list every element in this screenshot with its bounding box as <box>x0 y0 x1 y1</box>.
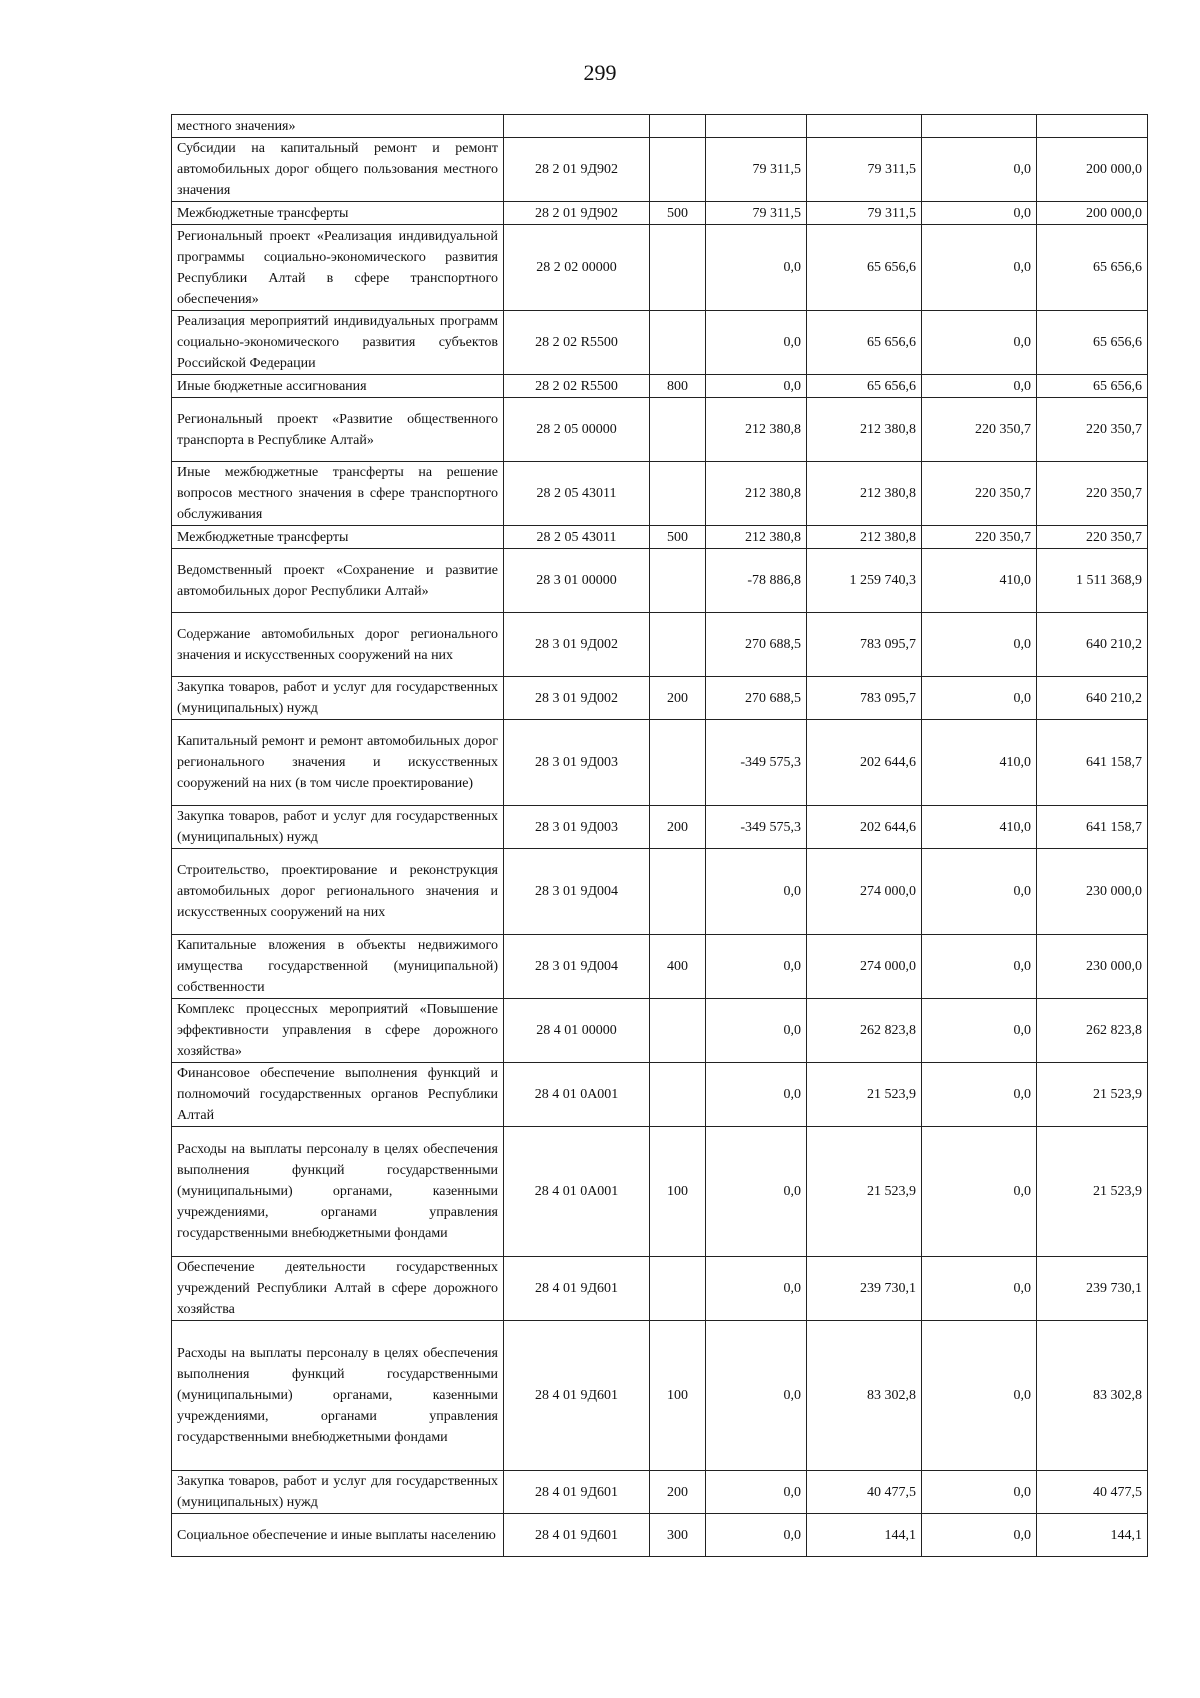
table-row <box>172 849 1148 935</box>
amount-1-cell: -349 575,3 <box>706 806 807 849</box>
expense-type-cell <box>650 311 706 375</box>
target-code-cell: 28 2 01 9Д902 <box>504 138 650 202</box>
amount-2-cell: 144,1 <box>807 1514 922 1557</box>
amount-2-cell: 40 477,5 <box>807 1471 922 1514</box>
amount-3-cell: 0,0 <box>922 1514 1037 1557</box>
target-code-cell: 28 2 05 43011 <box>504 526 650 549</box>
target-code-cell: 28 4 01 9Д601 <box>504 1514 650 1557</box>
table-row <box>172 1321 1148 1471</box>
amount-3-cell: 0,0 <box>922 1063 1037 1127</box>
amount-2-cell: 212 380,8 <box>807 398 922 462</box>
amount-1-cell: 212 380,8 <box>706 526 807 549</box>
amount-4-cell: 220 350,7 <box>1037 462 1148 526</box>
amount-3-cell: 410,0 <box>922 806 1037 849</box>
amount-1-cell: 0,0 <box>706 1127 807 1257</box>
table-row <box>172 138 1148 202</box>
table-row <box>172 1471 1148 1514</box>
amount-1-cell: 79 311,5 <box>706 202 807 225</box>
amount-2-cell: 212 380,8 <box>807 462 922 526</box>
amount-4-cell: 21 523,9 <box>1037 1063 1148 1127</box>
amount-4-cell: 83 302,8 <box>1037 1321 1148 1471</box>
item-name-cell: Содержание автомобильных дорог регионального значения и искусственных сооружений на них <box>172 613 504 677</box>
amount-4-cell: 200 000,0 <box>1037 202 1148 225</box>
amount-3-cell: 0,0 <box>922 677 1037 720</box>
amount-2-cell: 212 380,8 <box>807 526 922 549</box>
expense-type-cell <box>650 720 706 806</box>
amount-3-cell: 220 350,7 <box>922 462 1037 526</box>
target-code-cell: 28 2 05 00000 <box>504 398 650 462</box>
table-row <box>172 677 1148 720</box>
amount-3-cell: 0,0 <box>922 375 1037 398</box>
item-name-cell: Капитальный ремонт и ремонт автомобильных дорог регионального значения и искусственных сооружений на них (в том числе проектирование) <box>172 720 504 806</box>
item-name-cell: Финансовое обеспечение выполнения функций и полномочий государственных органов Республики Алтай <box>172 1063 504 1127</box>
amount-1-cell: 79 311,5 <box>706 138 807 202</box>
expense-type-cell <box>650 999 706 1063</box>
amount-2-cell: 65 656,6 <box>807 225 922 311</box>
amount-2-cell: 83 302,8 <box>807 1321 922 1471</box>
amount-1-cell: 0,0 <box>706 1063 807 1127</box>
amount-1-cell: -349 575,3 <box>706 720 807 806</box>
expense-type-cell: 100 <box>650 1321 706 1471</box>
table-row <box>172 115 1148 138</box>
table-row <box>172 398 1148 462</box>
item-name-cell: Обеспечение деятельности государственных учреждений Республики Алтай в сфере дорожного хозяйства <box>172 1257 504 1321</box>
amount-1-cell: 0,0 <box>706 225 807 311</box>
amount-3-cell: 220 350,7 <box>922 398 1037 462</box>
target-code-cell: 28 4 01 0А001 <box>504 1127 650 1257</box>
table-row <box>172 225 1148 311</box>
amount-3-cell: 220 350,7 <box>922 526 1037 549</box>
amount-2-cell: 783 095,7 <box>807 613 922 677</box>
amount-3-cell <box>922 115 1037 138</box>
target-code-cell: 28 4 01 9Д601 <box>504 1321 650 1471</box>
expense-type-cell <box>650 225 706 311</box>
expense-type-cell: 500 <box>650 526 706 549</box>
target-code-cell: 28 4 01 9Д601 <box>504 1257 650 1321</box>
amount-1-cell: -78 886,8 <box>706 549 807 613</box>
amount-1-cell: 0,0 <box>706 935 807 999</box>
table-row <box>172 720 1148 806</box>
amount-3-cell: 0,0 <box>922 1127 1037 1257</box>
amount-3-cell: 410,0 <box>922 720 1037 806</box>
target-code-cell: 28 3 01 00000 <box>504 549 650 613</box>
amount-2-cell: 274 000,0 <box>807 849 922 935</box>
expense-type-cell: 500 <box>650 202 706 225</box>
amount-3-cell: 0,0 <box>922 138 1037 202</box>
amount-4-cell: 230 000,0 <box>1037 935 1148 999</box>
amount-3-cell: 0,0 <box>922 1321 1037 1471</box>
amount-3-cell: 0,0 <box>922 1257 1037 1321</box>
item-name-cell: Расходы на выплаты персоналу в целях обеспечения выполнения функций государственными (муниципальными) органами, казенными учреждениями, органами управления государственными внебюджетными фондами <box>172 1321 504 1471</box>
amount-1-cell: 0,0 <box>706 375 807 398</box>
table-row <box>172 462 1148 526</box>
item-name-cell: Иные межбюджетные трансферты на решение вопросов местного значения в сфере транспортного обслуживания <box>172 462 504 526</box>
amount-1-cell: 270 688,5 <box>706 613 807 677</box>
item-name-cell: Межбюджетные трансферты <box>172 526 504 549</box>
table-row <box>172 549 1148 613</box>
target-code-cell: 28 3 01 9Д002 <box>504 677 650 720</box>
item-name-cell: Капитальные вложения в объекты недвижимого имущества государственной (муниципальной) собственности <box>172 935 504 999</box>
table-row <box>172 1063 1148 1127</box>
expense-type-cell: 400 <box>650 935 706 999</box>
item-name-cell: Региональный проект «Реализация индивидуальной программы социально-экономического развития Республики Алтай в сфере транспортного обеспечения» <box>172 225 504 311</box>
expense-type-cell <box>650 115 706 138</box>
amount-2-cell: 202 644,6 <box>807 806 922 849</box>
item-name-cell: Ведомственный проект «Сохранение и развитие автомобильных дорог Республики Алтай» <box>172 549 504 613</box>
item-name-cell: Субсидии на капитальный ремонт и ремонт автомобильных дорог общего пользования местного значения <box>172 138 504 202</box>
item-name-cell: Комплекс процессных мероприятий «Повышение эффективности управления в сфере дорожного хозяйства» <box>172 999 504 1063</box>
budget-table <box>171 114 1148 1557</box>
amount-2-cell: 65 656,6 <box>807 375 922 398</box>
target-code-cell: 28 3 01 9Д002 <box>504 613 650 677</box>
target-code-cell: 28 3 01 9Д004 <box>504 935 650 999</box>
amount-3-cell: 0,0 <box>922 849 1037 935</box>
item-name-cell: Иные бюджетные ассигнования <box>172 375 504 398</box>
amount-4-cell: 641 158,7 <box>1037 806 1148 849</box>
amount-4-cell: 641 158,7 <box>1037 720 1148 806</box>
amount-2-cell <box>807 115 922 138</box>
amount-4-cell: 230 000,0 <box>1037 849 1148 935</box>
amount-3-cell: 410,0 <box>922 549 1037 613</box>
expense-type-cell <box>650 613 706 677</box>
amount-2-cell: 1 259 740,3 <box>807 549 922 613</box>
amount-2-cell: 202 644,6 <box>807 720 922 806</box>
item-name-cell: Закупка товаров, работ и услуг для государственных (муниципальных) нужд <box>172 806 504 849</box>
target-code-cell: 28 3 01 9Д004 <box>504 849 650 935</box>
amount-3-cell: 0,0 <box>922 935 1037 999</box>
amount-4-cell: 220 350,7 <box>1037 526 1148 549</box>
expense-type-cell <box>650 138 706 202</box>
item-name-cell: Региональный проект «Развитие общественного транспорта в Республике Алтай» <box>172 398 504 462</box>
expense-type-cell: 200 <box>650 677 706 720</box>
target-code-cell: 28 2 02 00000 <box>504 225 650 311</box>
table-row <box>172 806 1148 849</box>
table-row <box>172 999 1148 1063</box>
table-row <box>172 375 1148 398</box>
item-name-cell: Закупка товаров, работ и услуг для государственных (муниципальных) нужд <box>172 1471 504 1514</box>
amount-4-cell: 21 523,9 <box>1037 1127 1148 1257</box>
item-name-cell: Социальное обеспечение и иные выплаты населению <box>172 1514 504 1557</box>
amount-1-cell: 0,0 <box>706 311 807 375</box>
table-row <box>172 1127 1148 1257</box>
amount-4-cell: 65 656,6 <box>1037 225 1148 311</box>
amount-4-cell: 1 511 368,9 <box>1037 549 1148 613</box>
table-row <box>172 1514 1148 1557</box>
expense-type-cell <box>650 398 706 462</box>
target-code-cell: 28 2 02 R5500 <box>504 375 650 398</box>
amount-1-cell: 270 688,5 <box>706 677 807 720</box>
expense-type-cell: 300 <box>650 1514 706 1557</box>
amount-3-cell: 0,0 <box>922 225 1037 311</box>
expense-type-cell <box>650 1063 706 1127</box>
amount-4-cell: 65 656,6 <box>1037 311 1148 375</box>
target-code-cell: 28 2 02 R5500 <box>504 311 650 375</box>
amount-4-cell: 640 210,2 <box>1037 613 1148 677</box>
target-code-cell <box>504 115 650 138</box>
target-code-cell: 28 4 01 0А001 <box>504 1063 650 1127</box>
amount-1-cell: 0,0 <box>706 1321 807 1471</box>
table-row <box>172 935 1148 999</box>
target-code-cell: 28 3 01 9Д003 <box>504 720 650 806</box>
target-code-cell: 28 2 05 43011 <box>504 462 650 526</box>
item-name-cell: Реализация мероприятий индивидуальных программ социально-экономического развития субъектов Российской Федерации <box>172 311 504 375</box>
amount-4-cell: 220 350,7 <box>1037 398 1148 462</box>
amount-2-cell: 21 523,9 <box>807 1127 922 1257</box>
amount-1-cell: 0,0 <box>706 1471 807 1514</box>
expense-type-cell: 100 <box>650 1127 706 1257</box>
target-code-cell: 28 2 01 9Д902 <box>504 202 650 225</box>
target-code-cell: 28 4 01 9Д601 <box>504 1471 650 1514</box>
amount-1-cell: 0,0 <box>706 1257 807 1321</box>
item-name-cell: Расходы на выплаты персоналу в целях обеспечения выполнения функций государственными (муниципальными) органами, казенными учреждениями, органами управления государственными внебюджетными фондами <box>172 1127 504 1257</box>
amount-4-cell: 40 477,5 <box>1037 1471 1148 1514</box>
table-row <box>172 1257 1148 1321</box>
table-row <box>172 311 1148 375</box>
target-code-cell: 28 4 01 00000 <box>504 999 650 1063</box>
target-code-cell: 28 3 01 9Д003 <box>504 806 650 849</box>
amount-4-cell: 640 210,2 <box>1037 677 1148 720</box>
item-name-cell: Межбюджетные трансферты <box>172 202 504 225</box>
page-number: 299 <box>583 60 617 85</box>
amount-1-cell <box>706 115 807 138</box>
amount-1-cell: 0,0 <box>706 999 807 1063</box>
amount-3-cell: 0,0 <box>922 999 1037 1063</box>
expense-type-cell: 200 <box>650 1471 706 1514</box>
amount-1-cell: 0,0 <box>706 849 807 935</box>
expense-type-cell <box>650 462 706 526</box>
amount-4-cell: 200 000,0 <box>1037 138 1148 202</box>
expense-type-cell: 800 <box>650 375 706 398</box>
table-row <box>172 202 1148 225</box>
amount-1-cell: 0,0 <box>706 1514 807 1557</box>
amount-4-cell: 65 656,6 <box>1037 375 1148 398</box>
item-name-cell: Закупка товаров, работ и услуг для государственных (муниципальных) нужд <box>172 677 504 720</box>
table-row <box>172 526 1148 549</box>
amount-3-cell: 0,0 <box>922 311 1037 375</box>
amount-4-cell: 144,1 <box>1037 1514 1148 1557</box>
amount-2-cell: 274 000,0 <box>807 935 922 999</box>
expense-type-cell <box>650 549 706 613</box>
amount-4-cell <box>1037 115 1148 138</box>
amount-2-cell: 262 823,8 <box>807 999 922 1063</box>
amount-3-cell: 0,0 <box>922 613 1037 677</box>
amount-2-cell: 239 730,1 <box>807 1257 922 1321</box>
amount-1-cell: 212 380,8 <box>706 398 807 462</box>
expense-type-cell: 200 <box>650 806 706 849</box>
amount-4-cell: 262 823,8 <box>1037 999 1148 1063</box>
amount-4-cell: 239 730,1 <box>1037 1257 1148 1321</box>
amount-2-cell: 79 311,5 <box>807 138 922 202</box>
amount-2-cell: 21 523,9 <box>807 1063 922 1127</box>
amount-2-cell: 65 656,6 <box>807 311 922 375</box>
item-name-cell: местного значения» <box>172 115 504 138</box>
amount-2-cell: 79 311,5 <box>807 202 922 225</box>
amount-1-cell: 212 380,8 <box>706 462 807 526</box>
amount-2-cell: 783 095,7 <box>807 677 922 720</box>
expense-type-cell <box>650 1257 706 1321</box>
amount-3-cell: 0,0 <box>922 1471 1037 1514</box>
amount-3-cell: 0,0 <box>922 202 1037 225</box>
expense-type-cell <box>650 849 706 935</box>
table-row <box>172 613 1148 677</box>
item-name-cell: Строительство, проектирование и реконструкция автомобильных дорог регионального значения и искусственных сооружений на них <box>172 849 504 935</box>
